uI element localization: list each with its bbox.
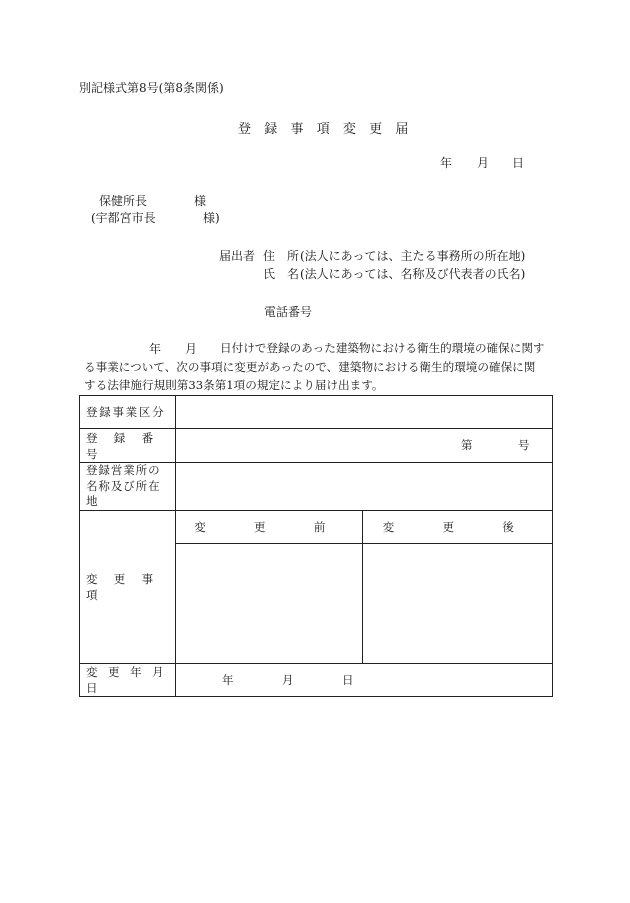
- before-change-header: 変 更 前: [176, 510, 363, 543]
- table-row: [80, 663, 553, 696]
- addressee-mayor: (宇都宮市長: [91, 211, 156, 225]
- notifier-label: 届出者: [219, 249, 256, 263]
- address-note: (法人にあっては、主たる事務所の所在地): [300, 249, 526, 263]
- after-change-value[interactable]: [363, 543, 553, 663]
- date-day: 日: [512, 156, 525, 170]
- addressee-health-center: 保健所長: [99, 194, 148, 208]
- table-row: [80, 396, 553, 429]
- date-month: 月: [477, 156, 490, 170]
- registration-number-dai: 第: [461, 438, 473, 452]
- table-row: [80, 510, 553, 543]
- table-row: [80, 463, 553, 511]
- document-title: 登 録 事 項 変 更 届: [238, 122, 413, 137]
- addressee-honorific: 様: [194, 194, 207, 208]
- registered-office-value[interactable]: [176, 463, 553, 511]
- phone-label: 電話番号: [264, 305, 313, 319]
- body-year: 年: [149, 342, 162, 356]
- addressee-mayor-honorific: 様): [203, 211, 220, 225]
- change-date-year: 年: [222, 672, 234, 687]
- name-note: (法人にあっては、名称及び代表者の氏名): [300, 267, 526, 281]
- body-line-2: る事業について、次の事項に変更があったので、建築物における衛生的環境の確保に関: [84, 360, 536, 374]
- body-line-3: する法律施行規則第33条第1項の規定により届け出ます。: [84, 378, 384, 392]
- notification-form-table: [79, 395, 553, 697]
- body-line-1: 日付けで登録のあった建築物における衛生的環境の確保に関す: [220, 341, 545, 355]
- after-change-header: 変 更 後: [363, 510, 553, 543]
- before-change-value[interactable]: [176, 543, 363, 663]
- registration-number-label: 登 録 番 号: [80, 429, 176, 463]
- registration-number-gou: 号: [518, 438, 530, 452]
- registration-number-value[interactable]: [176, 429, 553, 463]
- date-year: 年: [440, 156, 453, 170]
- change-date-day: 日: [342, 672, 354, 687]
- registered-office-label-line-2: 名称及び所在地: [86, 478, 161, 509]
- name-label: 氏 名: [263, 267, 300, 281]
- body-month: 月: [185, 342, 198, 356]
- registered-business-category-value[interactable]: [176, 396, 553, 429]
- registered-business-category-label: 登録事業区分: [80, 396, 176, 429]
- registered-office-label: [80, 463, 176, 511]
- change-items-label: 変 更 事 項: [80, 510, 176, 663]
- address-label: 住 所: [263, 249, 300, 263]
- change-date-value[interactable]: [176, 663, 553, 696]
- registered-office-label-line-1: 登録営業所の: [86, 463, 161, 477]
- table-row: [80, 429, 553, 463]
- form-id: 別記様式第8号(第8条関係): [79, 81, 224, 95]
- change-date-label: 変 更 年 月 日: [80, 663, 176, 696]
- change-date-month: 月: [282, 672, 294, 687]
